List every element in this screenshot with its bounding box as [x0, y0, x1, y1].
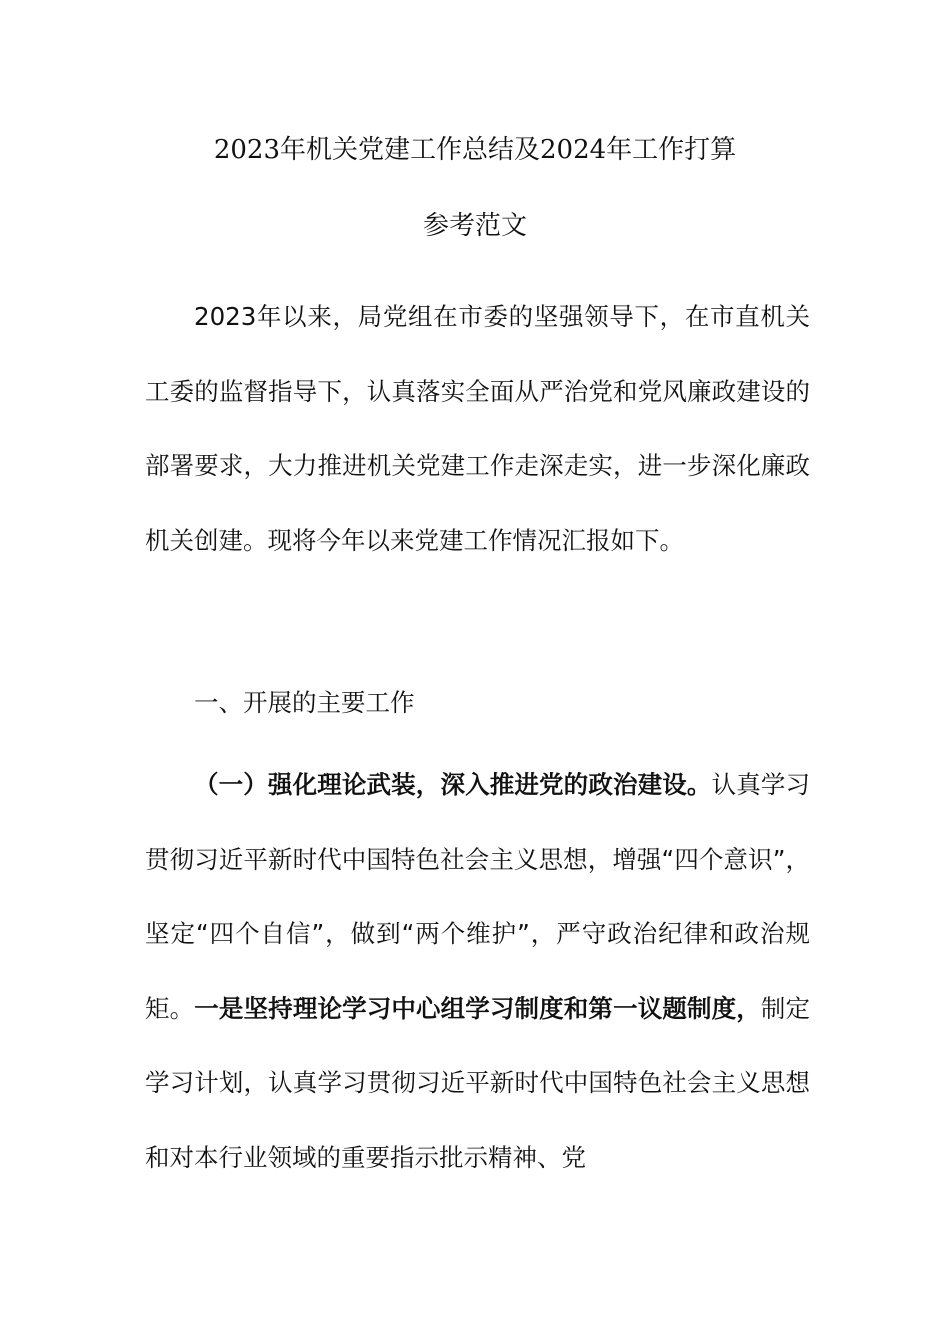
subsection-paragraph — [145, 748, 810, 1195]
subsection-text-2: 制定学习计划，认真学习贯彻习近平新时代中国特色社会主义思想和对本行业领域的重要指示批示精神、党 — [145, 993, 811, 1172]
subsection-text-1: 认真学习贯彻习近平新时代中国特色社会主义思想，增强“四个意识”，坚定“四个自信”，做到“两个维护”，严守政治纪律和政治规矩。 — [145, 770, 810, 1023]
document-title-line-1: 2023年机关党建工作总结及2024年工作打算 — [213, 135, 737, 165]
document-title-line-2: 参考范文 — [422, 211, 527, 241]
subsection-bold-title: （一）强化理论武装，深入推进党的政治建设。 — [194, 770, 712, 799]
intro-paragraph: 2023年以来，局党组在市委的坚强领导下，在市直机关工委的监督指导下，认真落实全面从严治党和党风廉政建设的部署要求，大力推进机关党建工作走深走实，进一步深化廉政机关创建。现将今年以来党建工作情况汇报如下。 — [145, 302, 810, 555]
subsection-bold-item: 一是坚持理论学习中心组学习制度和第一议题制度， — [194, 993, 761, 1023]
section-heading: 一、开展的主要工作 — [194, 688, 415, 717]
